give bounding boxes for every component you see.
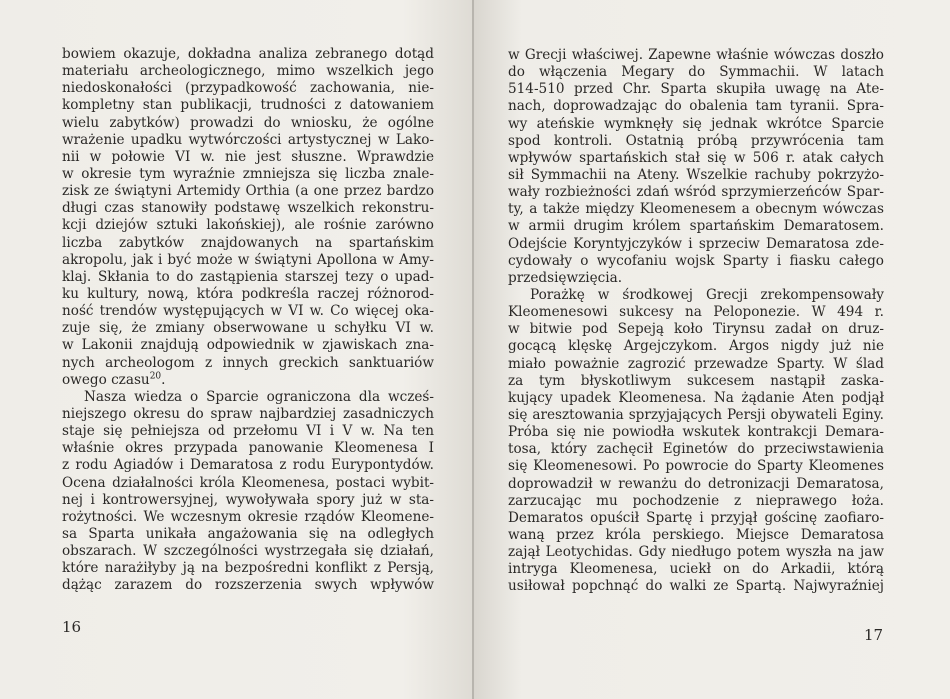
text-line (508, 167, 884, 184)
text-line-content: miało poważnie zagrozić przewadze Sparty. W ślad (508, 355, 884, 372)
text-line (62, 149, 434, 166)
text-line (508, 561, 884, 578)
text-line (508, 373, 884, 390)
text-line-content: z rodu Agiadów i Demaratosa z rodu Eurypontydów. (62, 457, 434, 474)
page-number-left: 16 (62, 618, 82, 636)
text-line (508, 390, 884, 407)
text-line-content: tosa, który zachęcił Eginetów do przeciwstawienia (508, 441, 884, 458)
text-line-content: wy ateńskie wymknęły się jednak wkrótce Sparcie (508, 115, 884, 132)
text-line-content: Ocena działalności króla Kleomenesa, postaci wybit- (62, 474, 434, 491)
text-line (508, 47, 884, 64)
text-line-content: za tym błyskotliwym sukcesem nastąpił zaska- (508, 372, 884, 389)
text-line (508, 476, 884, 493)
text-line-content: kujący upadek Kleomenesa. Na żądanie Aten podjął (508, 389, 884, 406)
text-line-content: przedsięwzięcia. (508, 269, 623, 286)
text-line (62, 286, 434, 303)
text-line-content: ku kultury, nową, która podkreśla raczej różnorod- (62, 285, 434, 302)
text-line (62, 406, 434, 423)
text-line-content: nej i kontrowersyjnej, wywoływała spory już w sta- (62, 491, 434, 508)
text-line (62, 97, 434, 114)
text-line (508, 407, 884, 424)
text-line (508, 270, 884, 287)
text-line-content: klaj. Skłania to do zastąpienia starszej tezy o upad- (62, 268, 434, 285)
text-line-content: się Kleomenesowi. Po powrocie do Sparty Kleomenes (508, 458, 884, 475)
text-line-content: zuje się, że zmiany obserwowane u schyłku VI w. (62, 320, 434, 337)
text-line (508, 133, 884, 150)
text-line-content: kompletny stan publikacji, trudności z datowaniem (62, 97, 434, 114)
text-line (62, 526, 434, 543)
text-line (62, 303, 434, 320)
text-line-content: sił Symmachii na Ateny. Wszelkie rachuby pokrzyżo- (508, 166, 884, 183)
text-line-content: Demaratos opuścił Spartę i przyjął gościnę zaofiaro- (508, 509, 884, 526)
text-line (508, 544, 884, 561)
text-line (62, 132, 434, 149)
text-line (508, 287, 884, 304)
text-line-content: nach, doprowadzając do obalenia tam tyranii. Spra- (508, 98, 884, 115)
text-line (508, 184, 884, 201)
text-line-content: akropolu, jak i być może w świątyni Apollona w Amy- (62, 251, 434, 268)
text-line (508, 441, 884, 458)
text-line (508, 116, 884, 133)
text-line (62, 355, 434, 372)
text-line-content: właśnie okres przypada panowanie Kleomenesa I (62, 440, 434, 457)
text-line-content: bowiem okazuje, dokładna analiza zebranego dotąd (62, 46, 434, 62)
right-page-text (508, 47, 884, 596)
text-line (62, 80, 434, 97)
text-line (62, 115, 434, 132)
text-line-content: Odejście Koryntyjczyków i sprzeciw Demaratosa zde- (508, 235, 884, 252)
text-line (508, 218, 884, 235)
text-line (62, 252, 434, 269)
text-line-content: Próba się nie powiodła wskutek kontrakcji Demara- (508, 424, 884, 441)
text-line-content: w bitwie pod Sepeją koło Tirynsu zadał on druz- (508, 321, 884, 338)
text-line-content: nii w połowie VI w. nie jest słuszne. Wprawdzie (62, 148, 434, 165)
text-line-content: wielu zabytków) prowadzi do wniosku, że ogólne (62, 114, 434, 131)
text-line-content: kcji dziejów sztuki lakońskiej), ale rośnie zarówno (62, 217, 434, 234)
text-line (508, 253, 884, 270)
text-line (62, 475, 434, 492)
text-line-content: liczba zabytków znajdowanych na spartańskim (62, 234, 434, 251)
text-line-content: Porażkę w środkowej Grecji zrekompensowały (530, 286, 884, 303)
text-line (62, 492, 434, 509)
text-line (62, 46, 434, 63)
text-line-content: cydowały o wycofaniu wojsk Sparty i fiasku całego (508, 252, 884, 269)
text-line (508, 578, 884, 595)
footnote-ref: 20 (149, 371, 162, 382)
text-line (508, 356, 884, 373)
text-line (62, 269, 434, 286)
text-line-content: wały rozbieżności zdań wśród sprzymierzeńców Spar- (508, 184, 884, 201)
text-line-content: ność trendów występujących w VI w. Co więcej oka- (62, 303, 434, 320)
text-line-content: Kleomenesowi sukcesy na Peloponezie. W 494 r. (508, 304, 884, 321)
left-page (0, 0, 474, 699)
text-line-content: się aresztowania sprzyjających Persji obywateli Eginy. (508, 406, 884, 423)
text-line (62, 235, 434, 252)
text-line (508, 321, 884, 338)
text-line (508, 64, 884, 81)
text-line (62, 423, 434, 440)
page-number-right: 17 (864, 626, 884, 644)
text-line-content: 514-510 przed Chr. Sparta skupiła uwagę na Ate- (508, 81, 884, 98)
text-line-content: zajął Leotychidas. Gdy niedługo potem wyszła na jaw (508, 544, 884, 561)
text-line-content: owego czasu (62, 371, 150, 388)
text-line-content: długi czas stanowiły podstawę wszelkich rekonstru- (62, 200, 434, 217)
text-line (508, 424, 884, 441)
text-line-content: zisk ze świątyni Artemidy Orthia (a one przez bardzo (62, 183, 434, 200)
text-line-content: wpływów spartańskich stał się w 506 r. atak całych (508, 149, 884, 166)
text-line-content: w Grecji właściwej. Zapewne właśnie wówczas doszło (508, 47, 884, 63)
text-line-content: wrażenie upadku wytwórczości artystycznej w Lako- (62, 131, 434, 148)
text-line (508, 81, 884, 98)
text-line (62, 577, 434, 594)
text-line (62, 389, 434, 406)
text-line-content: materiału archeologicznego, mimo wszelkich jego (62, 63, 434, 80)
text-line (508, 510, 884, 527)
text-line-content: niejszego okresu do spraw najbardziej zasadniczych (62, 405, 434, 422)
text-line (508, 150, 884, 167)
text-line (62, 200, 434, 217)
text-line (62, 509, 434, 526)
text-line (508, 98, 884, 115)
text-line-content: usiłował popchnąć do walki ze Spartą. Najwyraźniej (508, 578, 884, 595)
text-line-content: w okresie tym wyraźnie zmniejsza się liczba znale- (62, 165, 434, 182)
text-line-content: obszarach. W szczególności wystrzegała się działań, (62, 543, 434, 560)
text-line-content: nych archeologom z innych greckich sanktuariów (62, 354, 434, 371)
text-line-content: dążąc zarazem do rozszerzenia swych wpływów (62, 577, 434, 594)
text-line-content: spod kontroli. Ostatnią próbą przywrócenia tam (508, 132, 884, 149)
text-line-content: niedoskonałości (przypadkowość zachowania, nie- (62, 80, 434, 97)
left-page-text (62, 46, 434, 595)
text-line (62, 372, 434, 389)
text-line (62, 337, 434, 354)
text-line-content: w Lakonii znajdują odpowiednik w zjawiskach zna- (62, 337, 434, 354)
text-line (62, 543, 434, 560)
text-line-content: waną przez króla perskiego. Miejsce Demaratosa (508, 526, 884, 543)
text-line (508, 493, 884, 510)
text-line (62, 560, 434, 577)
text-line (508, 304, 884, 321)
text-line (62, 320, 434, 337)
text-line-content: do włączenia Megary do Symmachii. W latach (508, 64, 884, 81)
text-line-tail: . (161, 371, 166, 388)
text-line (62, 183, 434, 200)
text-line (508, 201, 884, 218)
text-line (508, 458, 884, 475)
right-page (474, 0, 950, 699)
text-line-content: gocącą klęskę Argejczykom. Argos nigdy już nie (508, 338, 884, 355)
text-line (508, 236, 884, 253)
text-line-content: ty, a także między Kleomenesem a obecnym wówczas (508, 201, 884, 218)
text-line-content: sa Sparta unikała angażowania się na odległych (62, 525, 434, 542)
text-line-content: doprowadził w rewanżu do detronizacji Demaratosa, (508, 475, 884, 492)
text-line-content: które narażiłyby ją na bezpośredni konflikt z Persją, (62, 560, 434, 577)
text-line (62, 457, 434, 474)
text-line (62, 166, 434, 183)
text-line-content: intryga Kleomenesa, uciekł on do Arkadii, którą (508, 561, 884, 578)
text-line-content: zarzucając mu pochodzenie z nieprawego łoża. (508, 492, 884, 509)
text-line (62, 440, 434, 457)
text-line (508, 338, 884, 355)
text-line-content: Nasza wiedza o Sparcie ograniczona dla wcześ- (84, 388, 434, 405)
text-line-content: staje się pełniejsza od przełomu VI i V w. Na ten (62, 423, 434, 440)
text-line (62, 217, 434, 234)
text-line-content: w armii drugim królem spartańskim Demaratosem. (508, 218, 884, 235)
text-line (508, 527, 884, 544)
text-line-content: rożytności. We wczesnym okresie rządów Kleomene- (62, 508, 434, 525)
text-line (62, 63, 434, 80)
